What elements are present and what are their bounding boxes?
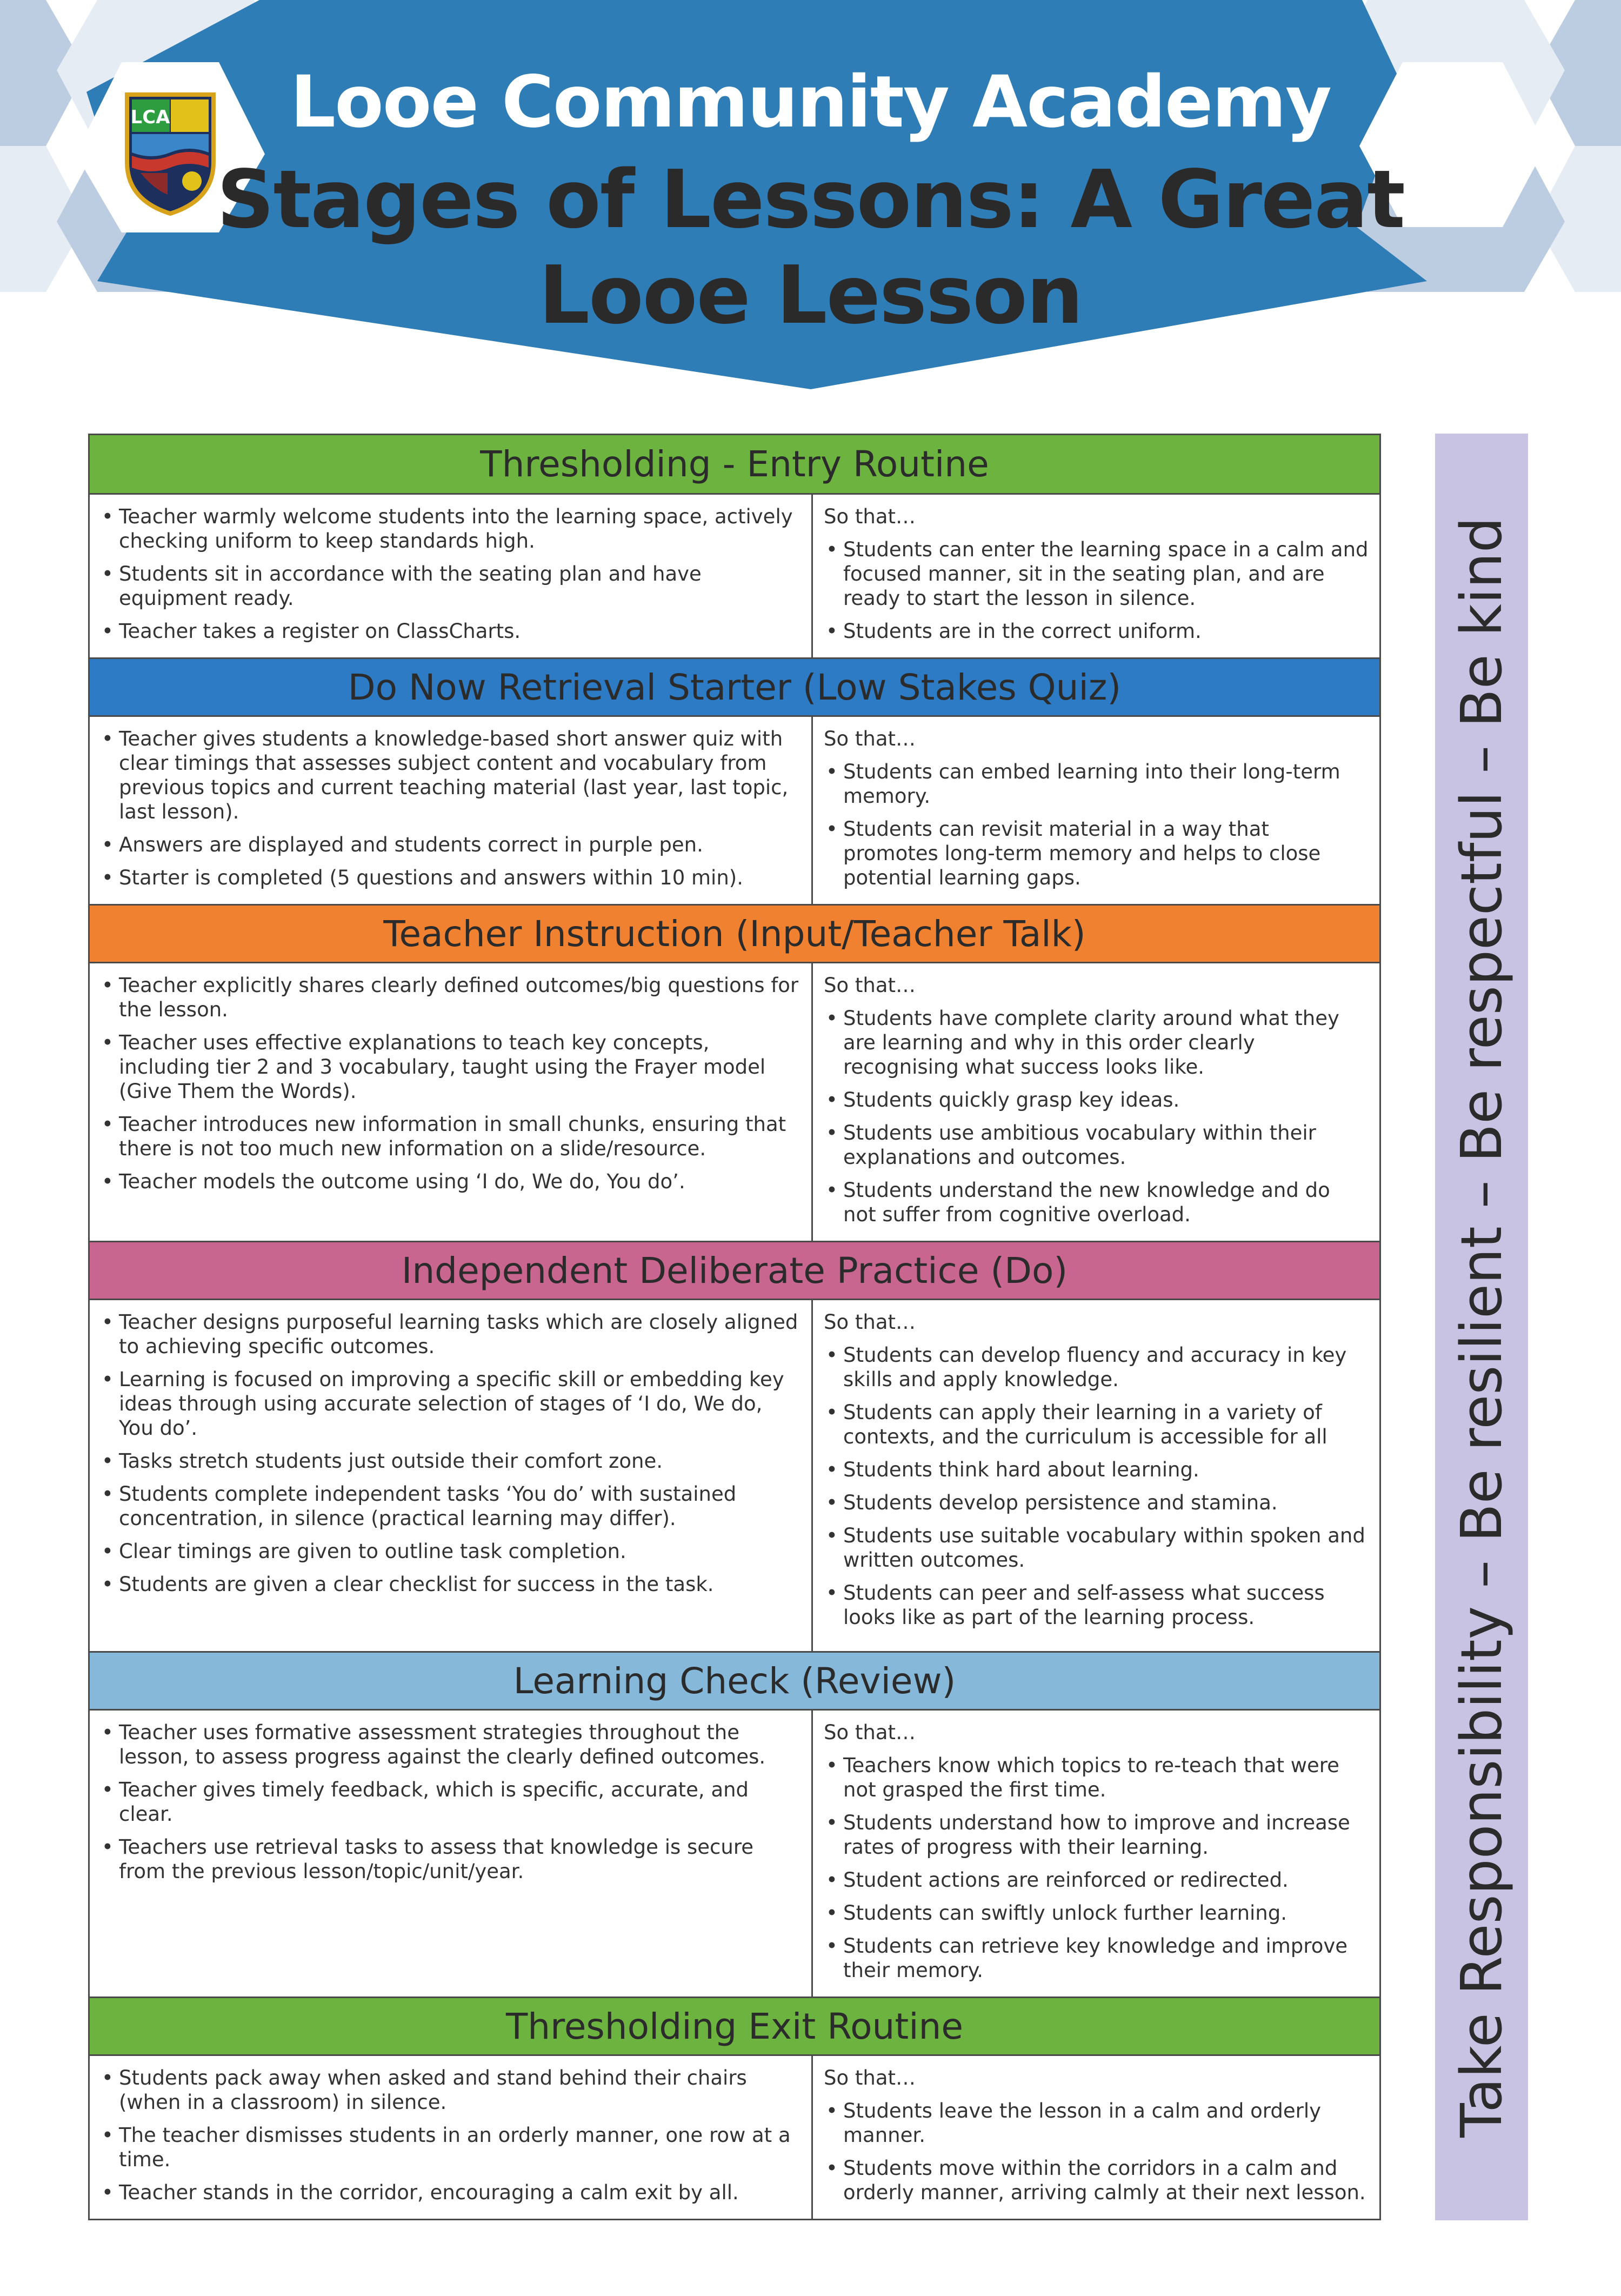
lesson-stage-section (90, 1241, 1379, 1651)
so-that-label: So that… (824, 505, 916, 528)
student-outcome-item: • Students have complete clarity around what they are learning and why in this order clearly recognising what success looks like. (824, 1006, 1369, 1079)
section-body (90, 1300, 1379, 1651)
lesson-stage-section (90, 904, 1379, 1241)
page-title-line-1: Stages of Lessons: A Great (217, 153, 1404, 246)
teacher-action-item: • Teacher takes a register on ClassCharts. (99, 619, 801, 643)
student-outcome-item: • Students think hard about learning. (824, 1458, 1369, 1482)
student-outcome-item: • Students can revisit material in a way that promotes long-term memory and helps to close potential learning gaps. (824, 817, 1369, 890)
student-outcome-item: • Students can develop fluency and accuracy in key skills and apply knowledge. (824, 1343, 1369, 1392)
teacher-actions-column (90, 1300, 813, 1651)
teacher-action-item: • Tasks stretch students just outside their comfort zone. (99, 1449, 801, 1473)
lesson-stage-section (90, 657, 1379, 904)
section-heading: Do Now Retrieval Starter (Low Stakes Quiz) (90, 657, 1379, 717)
teacher-actions-column (90, 717, 813, 904)
teacher-action-item: • Teachers use retrieval tasks to assess that knowledge is secure from the previous lesson/topic/unit/year. (99, 1835, 801, 1884)
school-name: Looe Community Academy (290, 61, 1331, 144)
student-outcome-item: • Students understand the new knowledge and do not suffer from cognitive overload. (824, 1178, 1369, 1227)
teacher-action-item: • Teacher warmly welcome students into the learning space, actively checking uniform to keep standards high. (99, 504, 801, 553)
lesson-stage-section (90, 435, 1379, 657)
crest-letters: LCA (130, 107, 170, 128)
section-body (90, 963, 1379, 1241)
teacher-action-item: • Starter is completed (5 questions and answers within 10 min). (99, 866, 801, 890)
lesson-stage-section (90, 1996, 1379, 2219)
student-outcome-item: • Students use ambitious vocabulary within their explanations and outcomes. (824, 1121, 1369, 1169)
teacher-action-item: • Teacher introduces new information in small chunks, ensuring that there is not too much new information on a slide/resource. (99, 1112, 801, 1161)
so-that-label: So that… (824, 727, 916, 750)
section-heading: Learning Check (Review) (90, 1651, 1379, 1711)
so-that-label: So that… (824, 1721, 916, 1744)
values-motto: Take Responsibility – Be resilient – Be respectful – Be kind (1449, 516, 1515, 2138)
student-outcome-item: • Students can peer and self-assess what success looks like as part of the learning process. (824, 1581, 1369, 1629)
section-body (90, 1711, 1379, 1996)
section-heading: Thresholding Exit Routine (90, 1996, 1379, 2056)
teacher-action-item: • Students complete independent tasks ‘You do’ with sustained concentration, in silence (practical learning may differ). (99, 1482, 801, 1530)
so-that-label: So that… (824, 2066, 916, 2089)
teacher-action-item: • Teacher gives timely feedback, which is specific, accurate, and clear. (99, 1778, 801, 1826)
student-outcomes-column (813, 1711, 1379, 1996)
teacher-action-item: • Teacher models the outcome using ‘I do, We do, You do’. (99, 1169, 801, 1194)
teacher-actions-column (90, 963, 813, 1241)
teacher-actions-column (90, 1711, 813, 1996)
student-outcomes-column (813, 717, 1379, 904)
teacher-action-item: • Students sit in accordance with the seating plan and have equipment ready. (99, 562, 801, 610)
teacher-action-item: • Teacher explicitly shares clearly defined outcomes/big questions for the lesson. (99, 973, 801, 1022)
page-title-line-2: Looe Lesson (538, 249, 1083, 342)
teacher-action-item: • Students pack away when asked and stand behind their chairs (when in a classroom) in silence. (99, 2066, 801, 2114)
student-outcomes-column (813, 2056, 1379, 2219)
student-outcomes-column (813, 1300, 1379, 1651)
section-heading: Independent Deliberate Practice (Do) (90, 1241, 1379, 1300)
student-outcome-item: • Students can enter the learning space in a calm and focused manner, sit in the seating plan, and are ready to start the lesson in silence. (824, 537, 1369, 610)
teacher-action-item: • Answers are displayed and students correct in purple pen. (99, 833, 801, 857)
teacher-action-item: • Teacher designs purposeful learning tasks which are closely aligned to achieving specific outcomes. (99, 1310, 801, 1359)
section-heading: Thresholding - Entry Routine (90, 435, 1379, 495)
teacher-actions-column (90, 2056, 813, 2219)
so-that-label: So that… (824, 1310, 916, 1334)
section-body (90, 2056, 1379, 2219)
student-outcomes-column (813, 495, 1379, 657)
student-outcome-item: • Students are in the correct uniform. (824, 619, 1369, 643)
student-outcome-item: • Student actions are reinforced or redirected. (824, 1868, 1369, 1892)
teacher-action-item: • Teacher uses formative assessment strategies throughout the lesson, to assess progress against the clearly defined outcomes. (99, 1720, 801, 1769)
lesson-stages-table (88, 434, 1381, 2220)
student-outcome-item: • Students quickly grasp key ideas. (824, 1088, 1369, 1112)
section-body (90, 495, 1379, 657)
student-outcome-item: • Students can embed learning into their long-term memory. (824, 760, 1369, 808)
values-side-banner (1435, 434, 1528, 2220)
student-outcomes-column (813, 963, 1379, 1241)
teacher-actions-column (90, 495, 813, 657)
lesson-stage-section (90, 1651, 1379, 1996)
section-body (90, 717, 1379, 904)
student-outcome-item: • Students can apply their learning in a variety of contexts, and the curriculum is accessible for all (824, 1400, 1369, 1449)
student-outcome-item: • Students can retrieve key knowledge and improve their memory. (824, 1934, 1369, 1982)
so-that-label: So that… (824, 974, 916, 997)
section-heading: Teacher Instruction (Input/Teacher Talk) (90, 904, 1379, 963)
teacher-action-item: • Teacher uses effective explanations to teach key concepts, including tier 2 and 3 vocabulary, taught using the Frayer model (Give Them the Words). (99, 1030, 801, 1103)
teacher-action-item: • Clear timings are given to outline task completion. (99, 1539, 801, 1563)
teacher-action-item: • Students are given a clear checklist for success in the task. (99, 1572, 801, 1596)
teacher-action-item: • Learning is focused on improving a specific skill or embedding key ideas through using accurate selection of stages of ‘I do, We do, You do’. (99, 1367, 801, 1440)
student-outcome-item: • Students can swiftly unlock further learning. (824, 1901, 1369, 1925)
student-outcome-item: • Students move within the corridors in a calm and orderly manner, arriving calmly at their next lesson. (824, 2156, 1369, 2205)
student-outcome-item: • Students use suitable vocabulary within spoken and written outcomes. (824, 1523, 1369, 1572)
student-outcome-item: • Teachers know which topics to re-teach that were not grasped the first time. (824, 1753, 1369, 1802)
student-outcome-item: • Students develop persistence and stamina. (824, 1490, 1369, 1515)
teacher-action-item: • Teacher stands in the corridor, encouraging a calm exit by all. (99, 2180, 801, 2205)
student-outcome-item: • Students leave the lesson in a calm and orderly manner. (824, 2099, 1369, 2147)
teacher-action-item: • Teacher gives students a knowledge-based short answer quiz with clear timings that assesses subject content and vocabulary from previous topics and current teaching material (last year, last topic, last lesson). (99, 727, 801, 824)
teacher-action-item: • The teacher dismisses students in an orderly manner, one row at a time. (99, 2123, 801, 2172)
student-outcome-item: • Students understand how to improve and increase rates of progress with their learning. (824, 1811, 1369, 1859)
